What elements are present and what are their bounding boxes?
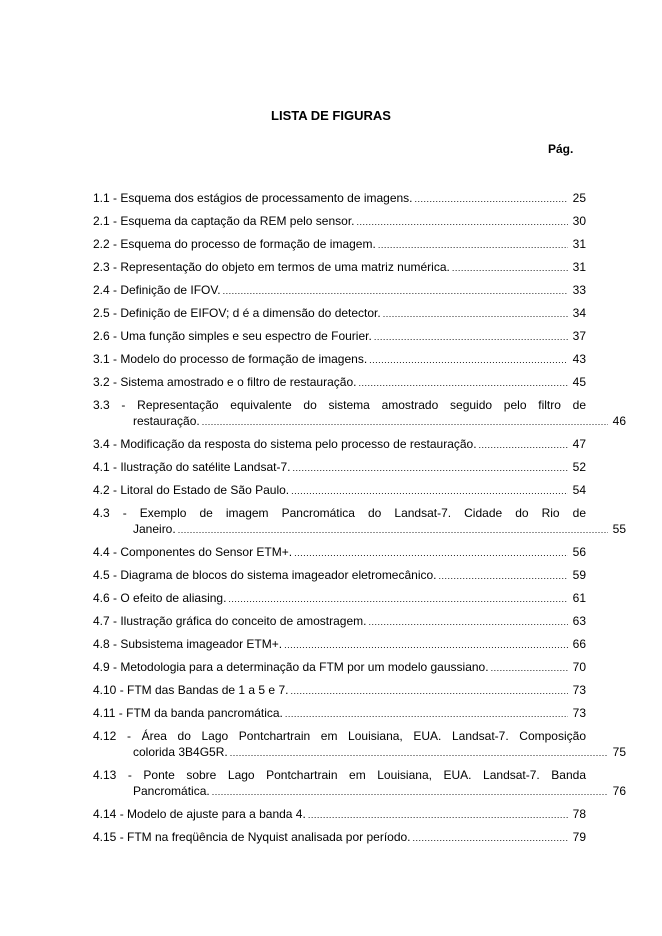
figure-entry-row bbox=[93, 328, 586, 345]
dot-leader bbox=[284, 637, 568, 653]
page-number: 59 bbox=[572, 568, 586, 582]
figure-entry-first-line: 4.12 - Área do Lago Pontchartrain em Louisiana, EUA. Landsat-7. Composição bbox=[93, 729, 586, 743]
figure-entry-row bbox=[93, 705, 586, 722]
page-number: 52 bbox=[572, 460, 586, 474]
figure-caption: 2.2 - Esquema do processo de formação de imagem. bbox=[93, 237, 376, 251]
figure-entry bbox=[93, 190, 586, 207]
figure-entry bbox=[93, 459, 586, 476]
dot-leader bbox=[223, 283, 568, 299]
figure-entry-row bbox=[93, 829, 586, 846]
dot-leader bbox=[439, 568, 568, 584]
page-number: 25 bbox=[572, 191, 586, 205]
figure-entry-row bbox=[93, 459, 586, 476]
figure-entry-row bbox=[93, 567, 586, 584]
figure-caption: 3.1 - Modelo do processo de formação de imagens. bbox=[93, 352, 368, 366]
figure-entry bbox=[93, 236, 586, 253]
figure-entry bbox=[93, 682, 586, 699]
figure-entry-row bbox=[93, 521, 626, 538]
dot-leader bbox=[291, 483, 568, 499]
dot-leader bbox=[357, 214, 569, 230]
figure-entry-row bbox=[93, 236, 586, 253]
figure-entry bbox=[93, 806, 586, 823]
figure-entry bbox=[93, 328, 586, 345]
figure-caption: 2.5 - Definição de EIFOV; d é a dimensão do detector. bbox=[93, 306, 381, 320]
figure-entry bbox=[93, 705, 586, 722]
figure-entry bbox=[93, 259, 586, 276]
figure-entry bbox=[93, 505, 626, 538]
dot-leader bbox=[228, 591, 568, 607]
figure-entry bbox=[93, 436, 586, 453]
figure-caption: 4.10 - FTM das Bandas de 1 a 5 e 7. bbox=[93, 683, 289, 697]
figure-entry-row bbox=[93, 590, 586, 607]
figure-caption: 3.2 - Sistema amostrado e o filtro de restauração. bbox=[93, 375, 357, 389]
figure-caption: 4.5 - Diagrama de blocos do sistema imageador eletromecânico. bbox=[93, 568, 437, 582]
page-number: 55 bbox=[612, 522, 626, 536]
page-number: 63 bbox=[572, 614, 586, 628]
figure-entry-row bbox=[93, 659, 586, 676]
figure-entry bbox=[93, 659, 586, 676]
figure-entry-row bbox=[93, 613, 586, 630]
figure-entry bbox=[93, 767, 626, 800]
figure-caption: 4.8 - Subsistema imageador ETM+. bbox=[93, 637, 283, 651]
page-number: 73 bbox=[572, 683, 586, 697]
dot-leader bbox=[178, 522, 608, 538]
dot-leader bbox=[294, 545, 568, 561]
figure-caption: 1.1 - Esquema dos estágios de processamento de imagens. bbox=[93, 191, 413, 205]
page-number: 45 bbox=[572, 375, 586, 389]
figure-caption: 4.6 - O efeito de aliasing. bbox=[93, 591, 227, 605]
figure-caption: 2.6 - Uma função simples e seu espectro de Fourier. bbox=[93, 329, 372, 343]
page-number: 30 bbox=[572, 214, 586, 228]
figure-entry bbox=[93, 613, 586, 630]
figure-entry-first-line: 4.13 - Ponte sobre Lago Pontchartrain em Louisiana, EUA. Landsat-7. Banda bbox=[93, 768, 586, 782]
figure-entry-row bbox=[93, 259, 586, 276]
figure-caption: 4.11 - FTM da banda pancromática. bbox=[93, 706, 283, 720]
figure-entry bbox=[93, 282, 586, 299]
dot-leader bbox=[212, 784, 608, 800]
figure-caption: 4.9 - Metodologia para a determinação da FTM por um modelo gaussiano. bbox=[93, 660, 489, 674]
figure-entry bbox=[93, 544, 586, 561]
page-number: 47 bbox=[572, 437, 586, 451]
figure-entry-row bbox=[93, 682, 586, 699]
dot-leader bbox=[202, 414, 608, 430]
page-column-header: Pág. bbox=[548, 142, 574, 156]
figure-caption: 4.14 - Modelo de ajuste para a banda 4. bbox=[93, 807, 306, 821]
figure-entry-row bbox=[93, 213, 586, 230]
figure-entry bbox=[93, 567, 586, 584]
figure-entry-row bbox=[93, 744, 626, 761]
figure-entry bbox=[93, 213, 586, 230]
figure-entry-row bbox=[93, 282, 586, 299]
figure-entry bbox=[93, 829, 586, 846]
page-number: 33 bbox=[572, 283, 586, 297]
page-number: 79 bbox=[572, 830, 586, 844]
figure-entry bbox=[93, 374, 586, 391]
page-number: 76 bbox=[612, 784, 626, 798]
page-number: 75 bbox=[612, 745, 626, 759]
page-number: 43 bbox=[572, 352, 586, 366]
dot-leader bbox=[230, 745, 608, 761]
dot-leader bbox=[374, 329, 568, 345]
figure-entry bbox=[93, 305, 586, 322]
figure-entry bbox=[93, 397, 626, 430]
page-number: 31 bbox=[572, 260, 586, 274]
figure-caption: 4.4 - Componentes do Sensor ETM+. bbox=[93, 545, 293, 559]
figure-caption: Pancromática. bbox=[133, 784, 210, 798]
dot-leader bbox=[415, 191, 568, 207]
dot-leader bbox=[358, 375, 568, 391]
page-number: 56 bbox=[572, 545, 586, 559]
figure-caption: 2.3 - Representação do objeto em termos de uma matriz numérica. bbox=[93, 260, 450, 274]
dot-leader bbox=[452, 260, 568, 276]
figure-entry-row bbox=[93, 305, 586, 322]
page-number: 46 bbox=[612, 414, 626, 428]
figure-entry bbox=[93, 728, 626, 761]
figure-caption: 4.1 - Ilustração do satélite Landsat-7. bbox=[93, 460, 291, 474]
figure-entry-first-line: 3.3 - Representação equivalente do sistema amostrado seguido pelo filtro de bbox=[93, 398, 586, 412]
page-number: 61 bbox=[572, 591, 586, 605]
dot-leader bbox=[292, 460, 568, 476]
figure-caption: colorida 3B4G5R. bbox=[133, 745, 228, 759]
dot-leader bbox=[290, 683, 568, 699]
figure-entry bbox=[93, 482, 586, 499]
page-number: 73 bbox=[572, 706, 586, 720]
figure-caption: 2.4 - Definição de IFOV. bbox=[93, 283, 221, 297]
figure-entry-row bbox=[93, 783, 626, 800]
page-number: 70 bbox=[572, 660, 586, 674]
dot-leader bbox=[479, 437, 568, 453]
page-number: 66 bbox=[572, 637, 586, 651]
dot-leader bbox=[491, 660, 568, 676]
figure-caption: 3.4 - Modificação da resposta do sistema pelo processo de restauração. bbox=[93, 437, 477, 451]
figure-entry-row bbox=[93, 636, 586, 653]
figure-caption: 4.7 - Ilustração gráfica do conceito de amostragem. bbox=[93, 614, 367, 628]
page-number: 78 bbox=[572, 807, 586, 821]
dot-leader bbox=[383, 306, 568, 322]
page-title: LISTA DE FIGURAS bbox=[271, 108, 391, 123]
dot-leader bbox=[285, 706, 568, 722]
figure-caption: Janeiro. bbox=[133, 522, 176, 536]
dot-leader bbox=[413, 830, 568, 846]
page-number: 37 bbox=[572, 329, 586, 343]
figure-entry bbox=[93, 636, 586, 653]
page-number: 54 bbox=[572, 483, 586, 497]
figure-entry-row bbox=[93, 806, 586, 823]
figure-caption: 2.1 - Esquema da captação da REM pelo sensor. bbox=[93, 214, 355, 228]
figure-entry-first-line: 4.3 - Exemplo de imagem Pancromática do Landsat-7. Cidade do Rio de bbox=[93, 506, 586, 520]
figure-entry bbox=[93, 590, 586, 607]
figure-entry bbox=[93, 351, 586, 368]
figure-caption: 4.2 - Litoral do Estado de São Paulo. bbox=[93, 483, 290, 497]
dot-leader bbox=[308, 807, 568, 823]
figure-entry-row bbox=[93, 482, 586, 499]
figure-entry-row bbox=[93, 436, 586, 453]
page-number: 31 bbox=[572, 237, 586, 251]
figure-caption: 4.15 - FTM na freqüência de Nyquist analisada por período. bbox=[93, 830, 411, 844]
figure-entry-row bbox=[93, 351, 586, 368]
figure-caption: restauração. bbox=[133, 414, 200, 428]
figure-entry-row bbox=[93, 374, 586, 391]
figure-entry-row bbox=[93, 544, 586, 561]
figure-list bbox=[93, 190, 626, 852]
dot-leader bbox=[369, 352, 568, 368]
dot-leader bbox=[378, 237, 568, 253]
page-number: 34 bbox=[572, 306, 586, 320]
dot-leader bbox=[368, 614, 568, 630]
figure-entry-row bbox=[93, 190, 586, 207]
figure-entry-row bbox=[93, 413, 626, 430]
